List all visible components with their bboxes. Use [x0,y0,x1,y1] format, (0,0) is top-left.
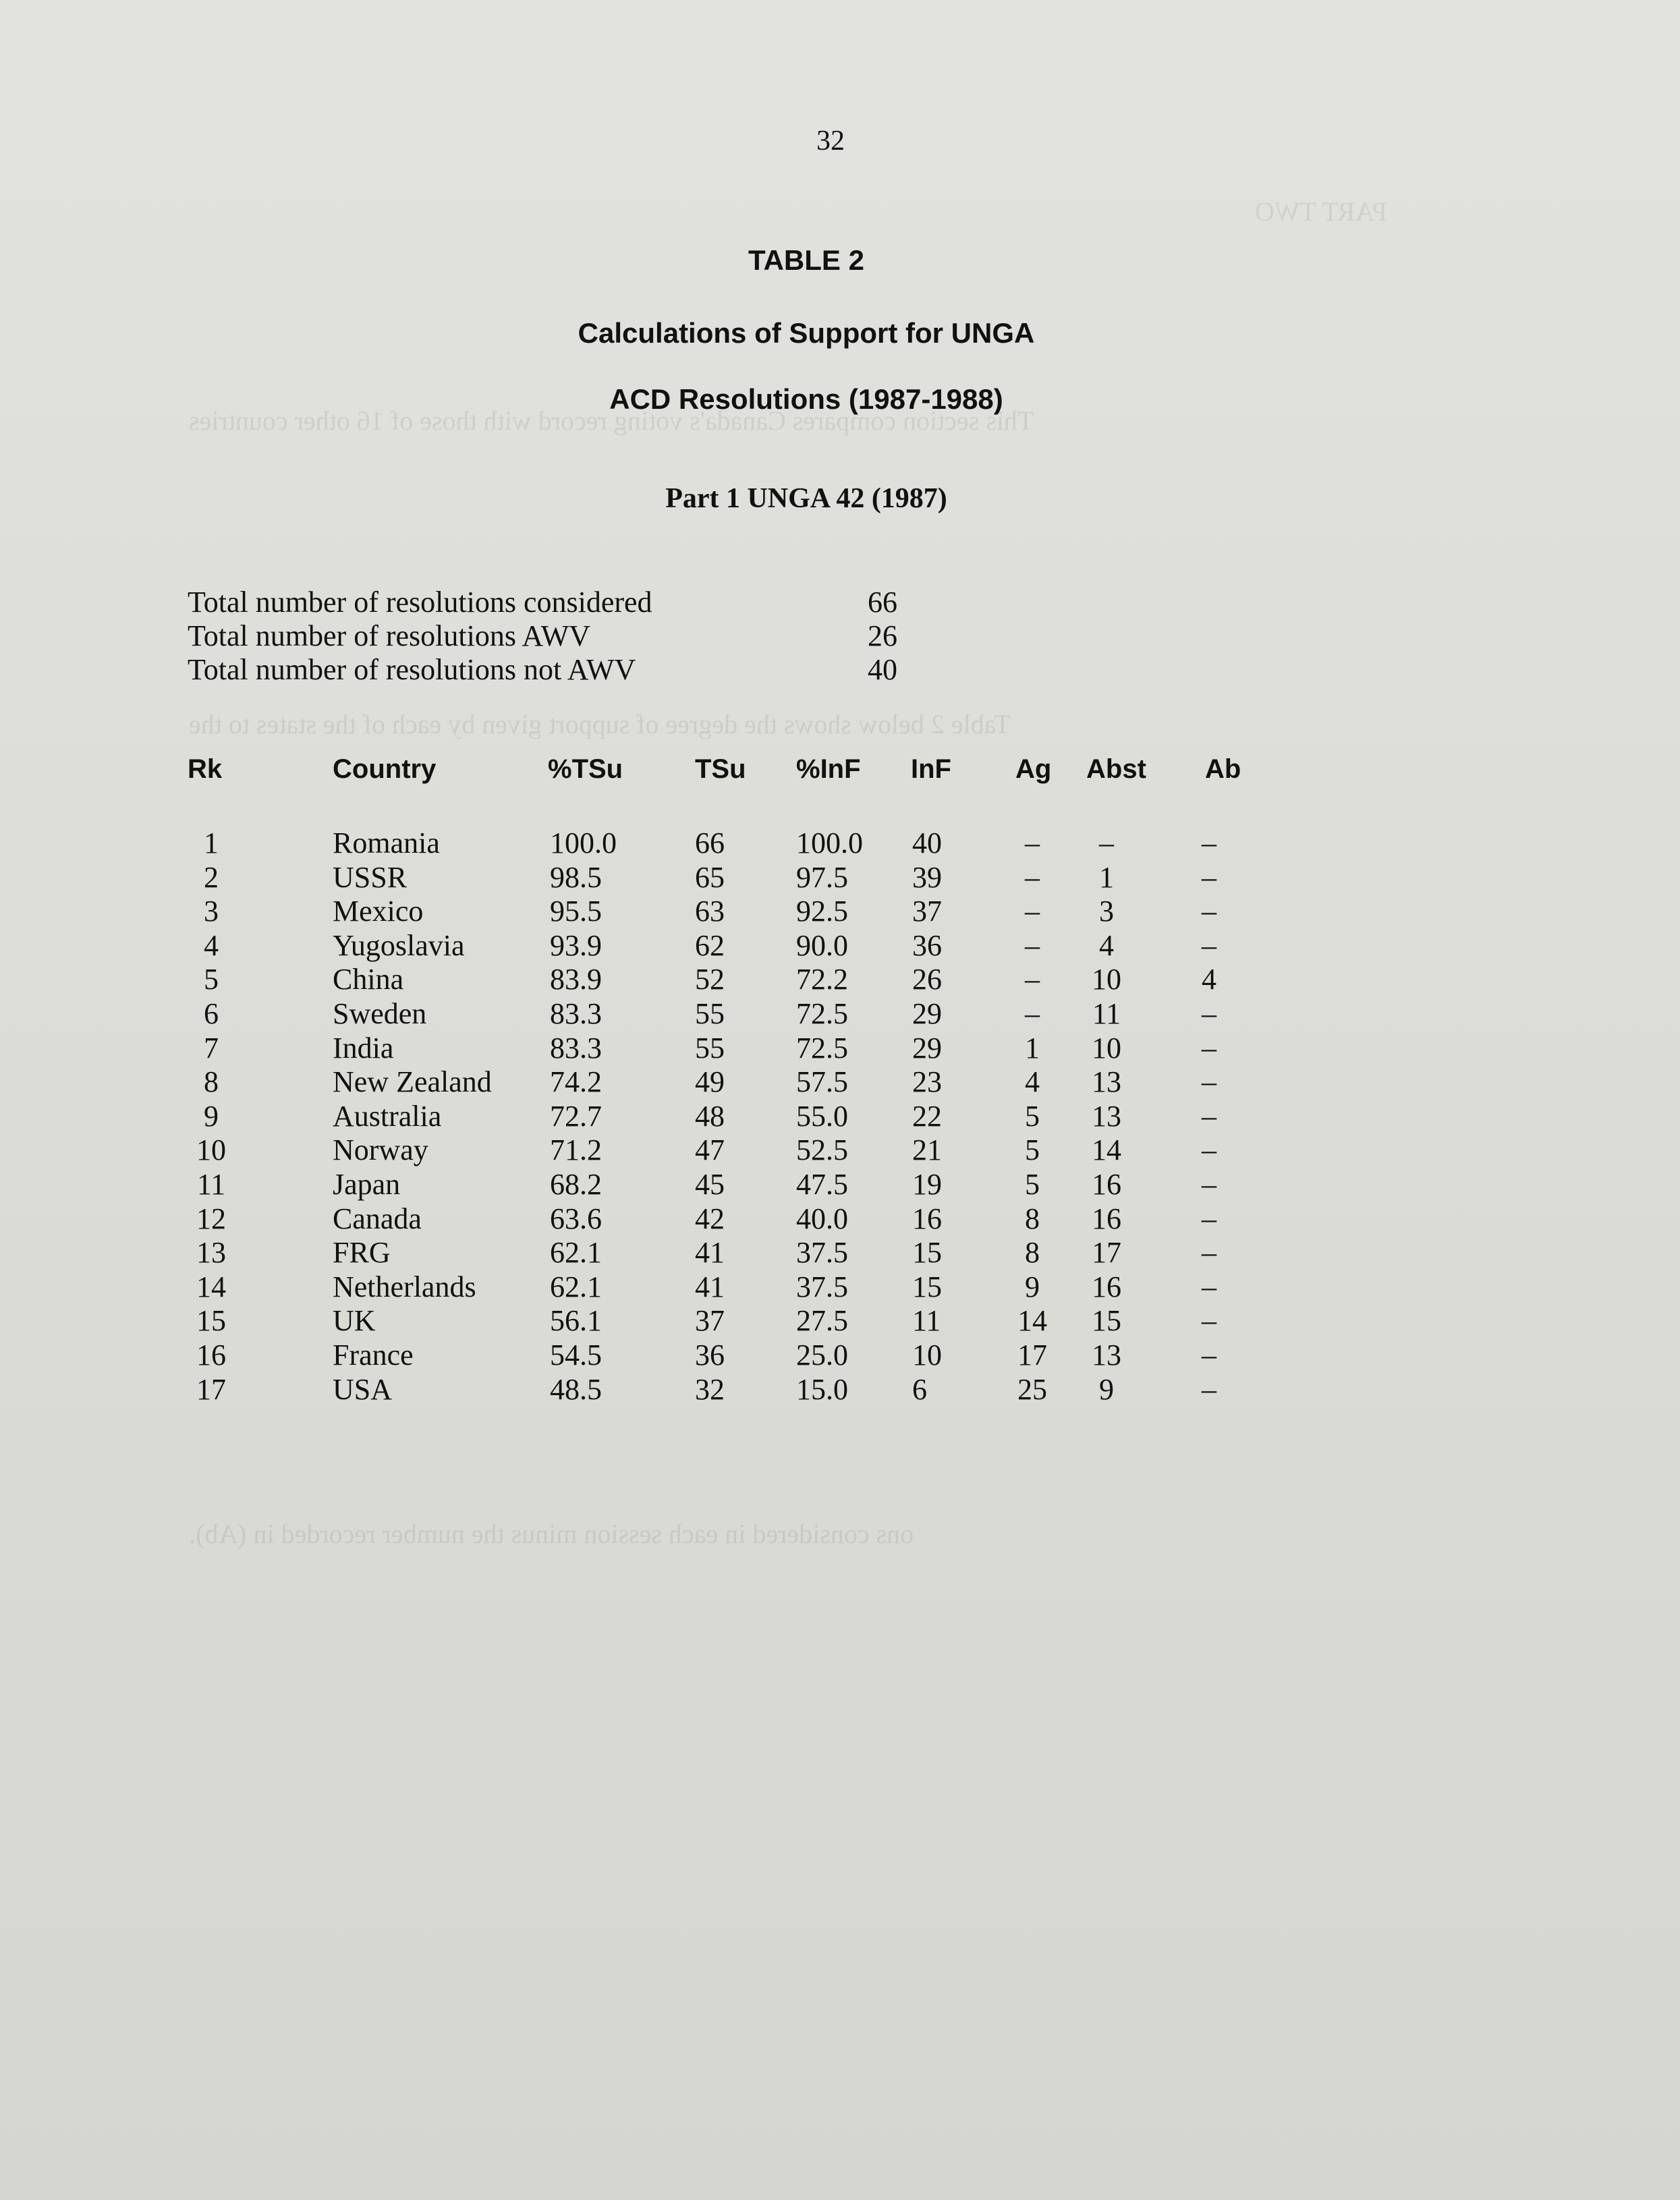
bleed-through-text: PART TWO [1255,196,1387,227]
table-row [0,894,1680,928]
table-row [0,928,1680,963]
cell-ab: – [1202,928,1216,962]
cell-country: USSR [333,860,408,894]
cell-abst: 3 [1099,895,1114,928]
cell-pct-inf: 72.5 [796,996,848,1030]
cell-abst: 13 [1092,1338,1121,1372]
table-row [0,962,1680,996]
cell-ag: – [1025,860,1040,894]
cell-pct-tsu: 98.5 [550,860,602,894]
cell-ab: – [1202,1236,1216,1270]
table-header [0,754,1680,788]
cell-country: Netherlands [333,1270,476,1303]
table-subtitle: Calculations of Support for UNGA [578,317,1035,349]
cell-rank: 15 [196,1304,226,1338]
cell-pct-tsu: 95.5 [550,895,602,928]
cell-country: Norway [333,1133,428,1167]
cell-ag: – [1025,895,1040,928]
cell-pct-inf: 37.5 [796,1236,848,1270]
cell-pct-inf: 90.0 [796,928,848,962]
cell-country: New Zealand [333,1065,492,1099]
cell-ab: – [1202,996,1216,1030]
cell-ab: – [1202,1372,1216,1406]
column-header-rk: Rk [188,754,223,784]
summary-row [188,586,930,619]
summary-label: Total number of resolutions considered [188,586,652,619]
cell-inf: 29 [912,1031,942,1065]
summary-value: 26 [868,619,897,652]
cell-abst: 10 [1092,1031,1121,1065]
cell-tsu: 66 [695,826,725,859]
cell-abst: 13 [1092,1065,1121,1099]
bleed-through-text: This section compares Canada's voting record with those of 16 other countries [189,405,1034,436]
cell-abst: 16 [1092,1202,1121,1235]
table-row [0,1065,1680,1099]
bleed-through-text: ons considered in each session minus the number recorded in (Ab). [189,1519,914,1549]
cell-country: Japan [333,1167,401,1201]
cell-inf: 16 [912,1202,942,1235]
cell-ag: – [1025,928,1040,962]
cell-pct-inf: 47.5 [796,1167,848,1201]
cell-ag: 8 [1025,1202,1040,1235]
cell-country: Yugoslavia [333,928,465,962]
cell-ab: 4 [1202,963,1216,996]
column-header-ag: Ag [1015,754,1052,784]
cell-rank: 7 [204,1031,219,1065]
cell-pct-tsu: 83.3 [550,1031,602,1065]
cell-pct-tsu: 93.9 [550,928,602,962]
table-row [0,1303,1680,1338]
table-row [0,1167,1680,1202]
summary-label: Total number of resolutions AWV [188,619,591,652]
cell-rank: 5 [204,963,219,996]
cell-pct-inf: 97.5 [796,860,848,894]
cell-rank: 1 [204,826,219,859]
cell-tsu: 42 [695,1202,725,1235]
cell-pct-tsu: 74.2 [550,1065,602,1099]
cell-rank: 6 [204,996,219,1030]
cell-pct-inf: 25.0 [796,1338,848,1372]
cell-abst: 14 [1092,1133,1121,1167]
cell-inf: 39 [912,860,942,894]
summary-label: Total number of resolutions not AWV [188,653,636,686]
cell-country: FRG [333,1236,391,1270]
cell-tsu: 62 [695,928,725,962]
cell-pct-tsu: 62.1 [550,1270,602,1303]
cell-inf: 23 [912,1065,942,1099]
table-row [0,826,1680,860]
cell-country: USA [333,1372,393,1406]
cell-ag: – [1025,963,1040,996]
cell-ag: 8 [1025,1236,1040,1270]
cell-ag: 5 [1025,1133,1040,1167]
cell-ag: 1 [1025,1031,1040,1065]
cell-pct-inf: 27.5 [796,1304,848,1338]
cell-tsu: 52 [695,963,725,996]
cell-ag: 9 [1025,1270,1040,1303]
cell-ab: – [1202,1031,1216,1065]
column-header-pct-inf: %InF [796,754,861,784]
cell-ag: 17 [1017,1338,1047,1372]
cell-inf: 29 [912,996,942,1030]
cell-ab: – [1202,1304,1216,1338]
cell-country: Romania [333,826,440,859]
cell-pct-tsu: 62.1 [550,1236,602,1270]
cell-inf: 19 [912,1167,942,1201]
cell-inf: 36 [912,928,942,962]
table-row [0,1133,1680,1167]
bleed-through-text: Table 2 below shows the degree of support given by each of the states to the [189,709,1011,739]
cell-inf: 21 [912,1133,942,1167]
cell-tsu: 45 [695,1167,725,1201]
cell-tsu: 36 [695,1338,725,1372]
column-header-pct-tsu: %TSu [548,754,623,784]
column-header-tsu: TSu [695,754,746,784]
cell-pct-inf: 100.0 [796,826,863,859]
cell-inf: 40 [912,826,942,859]
cell-rank: 17 [196,1372,226,1406]
cell-tsu: 55 [695,1031,725,1065]
table-row [0,1270,1680,1304]
cell-pct-tsu: 68.2 [550,1167,602,1201]
cell-pct-tsu: 83.9 [550,963,602,996]
cell-country: China [333,963,404,996]
column-header-inf: InF [911,754,951,784]
cell-tsu: 55 [695,996,725,1030]
cell-ab: – [1202,1065,1216,1099]
cell-ab: – [1202,895,1216,928]
cell-country: India [333,1031,394,1065]
cell-abst: 4 [1099,928,1114,962]
cell-abst: 9 [1099,1372,1114,1406]
cell-pct-tsu: 72.7 [550,1099,602,1133]
cell-pct-inf: 37.5 [796,1270,848,1303]
cell-ag: 14 [1017,1304,1047,1338]
column-header-country: Country [333,754,437,784]
cell-inf: 15 [912,1236,942,1270]
cell-pct-inf: 72.2 [796,963,848,996]
cell-tsu: 41 [695,1236,725,1270]
cell-tsu: 48 [695,1099,725,1133]
cell-tsu: 63 [695,895,725,928]
cell-rank: 16 [196,1338,226,1372]
cell-ab: – [1202,1099,1216,1133]
table-row [0,1031,1680,1065]
cell-pct-inf: 92.5 [796,895,848,928]
cell-pct-tsu: 48.5 [550,1372,602,1406]
cell-inf: 11 [912,1304,941,1338]
cell-ag: 5 [1025,1099,1040,1133]
cell-rank: 11 [196,1167,226,1201]
cell-pct-inf: 15.0 [796,1372,848,1406]
cell-rank: 10 [196,1133,226,1167]
cell-rank: 13 [196,1236,226,1270]
table-row [0,1099,1680,1133]
cell-ag: – [1025,996,1040,1030]
cell-rank: 12 [196,1202,226,1235]
cell-abst: 16 [1092,1167,1121,1201]
page-number: 32 [816,125,845,157]
cell-pct-tsu: 63.6 [550,1202,602,1235]
cell-pct-inf: 52.5 [796,1133,848,1167]
cell-pct-inf: 72.5 [796,1031,848,1065]
summary-value: 40 [868,653,897,686]
cell-ab: – [1202,1338,1216,1372]
cell-inf: 26 [912,963,942,996]
cell-pct-tsu: 83.3 [550,996,602,1030]
cell-inf: 37 [912,895,942,928]
cell-tsu: 41 [695,1270,725,1303]
cell-ag: – [1025,826,1040,859]
cell-ab: – [1202,1133,1216,1167]
cell-abst: 1 [1099,860,1114,894]
cell-abst: 10 [1092,963,1121,996]
cell-tsu: 47 [695,1133,725,1167]
column-header-abst: Abst [1086,754,1146,784]
cell-abst: 13 [1092,1099,1121,1133]
cell-inf: 15 [912,1270,942,1303]
cell-abst: 16 [1092,1270,1121,1303]
cell-rank: 9 [204,1099,219,1133]
cell-rank: 14 [196,1270,226,1303]
cell-rank: 3 [204,895,219,928]
cell-abst: 15 [1092,1304,1121,1338]
cell-inf: 10 [912,1338,942,1372]
cell-country: UK [333,1304,376,1338]
table-row [0,1338,1680,1372]
cell-rank: 4 [204,928,219,962]
cell-inf: 22 [912,1099,942,1133]
cell-abst: – [1099,826,1114,859]
cell-abst: 11 [1092,996,1121,1030]
table-body [0,826,1680,1406]
summary-value: 66 [868,586,897,619]
cell-ab: – [1202,1167,1216,1201]
cell-tsu: 49 [695,1065,725,1099]
column-header-ab: Ab [1205,754,1241,784]
part-title: Part 1 UNGA 42 (1987) [665,483,947,514]
table-row [0,1202,1680,1236]
cell-country: France [333,1338,414,1372]
cell-ag: 5 [1025,1167,1040,1201]
cell-tsu: 32 [695,1372,725,1406]
table-row [0,1372,1680,1407]
cell-pct-inf: 55.0 [796,1099,848,1133]
cell-ab: – [1202,826,1216,859]
table-row [0,996,1680,1031]
cell-pct-tsu: 54.5 [550,1338,602,1372]
cell-ag: 4 [1025,1065,1040,1099]
table-title: TABLE 2 [748,244,864,276]
cell-pct-inf: 57.5 [796,1065,848,1099]
cell-tsu: 65 [695,860,725,894]
summary-row [188,653,930,687]
cell-country: Sweden [333,996,427,1030]
cell-pct-inf: 40.0 [796,1202,848,1235]
cell-country: Canada [333,1202,422,1235]
cell-country: Australia [333,1099,442,1133]
summary-row [188,619,930,653]
cell-ab: – [1202,860,1216,894]
table-row [0,860,1680,895]
summary-block [188,586,930,687]
cell-ab: – [1202,1270,1216,1303]
cell-abst: 17 [1092,1236,1121,1270]
table-subtitle-resolutions: ACD Resolutions (1987-1988) [609,383,1003,415]
cell-rank: 2 [204,860,219,894]
cell-ab: – [1202,1202,1216,1235]
cell-pct-tsu: 71.2 [550,1133,602,1167]
cell-inf: 6 [912,1372,927,1406]
cell-tsu: 37 [695,1304,725,1338]
cell-pct-tsu: 100.0 [550,826,617,859]
cell-ag: 25 [1017,1372,1047,1406]
table-row [0,1235,1680,1270]
cell-rank: 8 [204,1065,219,1099]
cell-country: Mexico [333,895,424,928]
cell-pct-tsu: 56.1 [550,1304,602,1338]
